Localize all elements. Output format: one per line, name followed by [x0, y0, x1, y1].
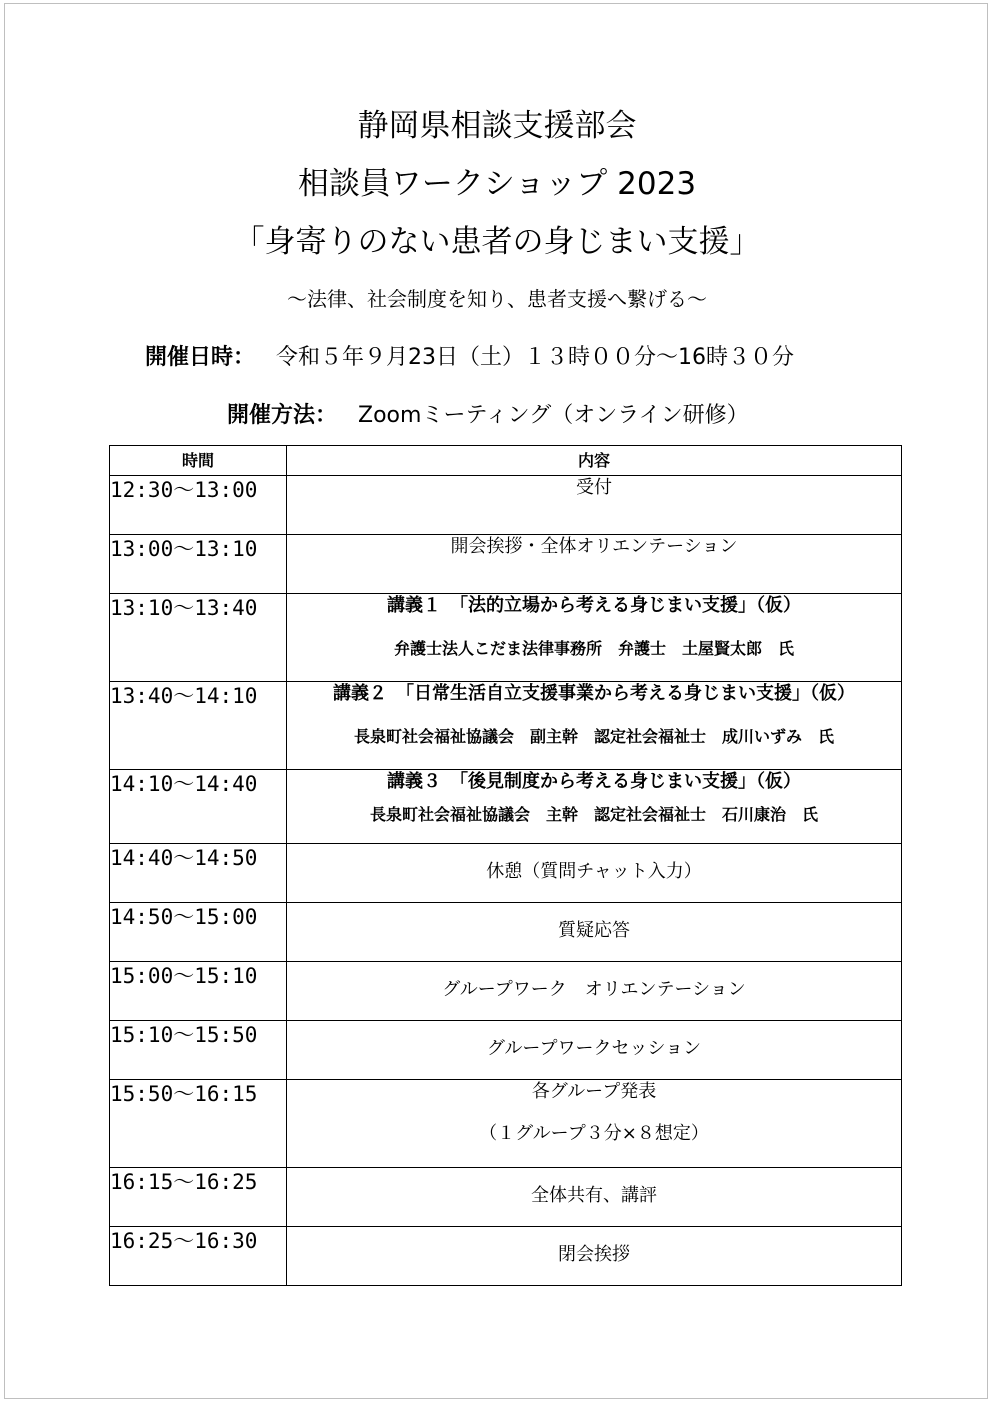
method-value: Zoomミーティング（オンライン研修）	[358, 403, 749, 428]
table-row	[110, 1168, 902, 1227]
date-info	[145, 342, 794, 374]
row-time: 15:00～15:10	[110, 962, 287, 1021]
row-time: 12:30～13:00	[110, 476, 287, 535]
row-time: 13:00～13:10	[110, 535, 287, 594]
content-line: 休憩（質問チャット入力）	[486, 861, 702, 882]
row-content	[287, 1021, 902, 1080]
content-line: グループワークセッション	[486, 1038, 702, 1059]
row-content	[287, 1168, 902, 1227]
lecture-title: 講義１ 「法的立場から考える身じまい支援」（仮）	[387, 595, 801, 616]
table-row	[110, 1227, 902, 1286]
row-content	[287, 1080, 902, 1168]
content-line: 開会挨拶・全体オリエンテーション	[450, 536, 738, 557]
title-line-1: 静岡県相談支援部会	[357, 108, 637, 144]
schedule-table	[109, 445, 902, 1286]
method-info	[227, 400, 749, 432]
row-time: 16:25～16:30	[110, 1227, 287, 1286]
table-row	[110, 1021, 902, 1080]
table-row	[110, 1080, 902, 1168]
content-line: 質疑応答	[558, 920, 630, 941]
title-line-2: 相談員ワークショップ 2023	[297, 166, 697, 202]
row-content	[287, 903, 902, 962]
lecture-title: 講義２ 「日常生活自立支援事業から考える身じまい支援」（仮）	[333, 683, 855, 704]
header-time: 時間	[110, 446, 287, 476]
row-time: 13:40～14:10	[110, 682, 287, 770]
table-row	[110, 903, 902, 962]
row-time: 14:50～15:00	[110, 903, 287, 962]
row-time: 15:50～16:15	[110, 1080, 287, 1168]
table-header-row	[110, 446, 902, 476]
lecture-title: 講義３ 「後見制度から考える身じまい支援」（仮）	[387, 771, 801, 792]
header-content: 内容	[287, 446, 902, 476]
row-time: 14:40～14:50	[110, 844, 287, 903]
content-sub-line: （１グループ３分×８想定）	[479, 1123, 709, 1144]
subtitle: ～法律、社会制度を知り、患者支援へ繋げる～	[287, 287, 707, 311]
method-label: 開催方法：	[227, 403, 338, 428]
content-line: 各グループ発表	[531, 1081, 657, 1102]
row-content	[287, 535, 902, 594]
date-value: 令和５年９月23日（土）１３時００分～16時３０分	[276, 345, 795, 370]
table-row	[110, 682, 902, 770]
lecture-speaker: 長泉町社会福祉協議会 主幹 認定社会福祉士 石川康治 氏	[369, 805, 818, 824]
table-row	[110, 844, 902, 903]
table-row	[110, 962, 902, 1021]
row-content	[287, 844, 902, 903]
row-content	[287, 594, 902, 682]
row-content	[287, 770, 902, 844]
row-content	[287, 476, 902, 535]
row-time: 13:10～13:40	[110, 594, 287, 682]
lecture-speaker: 弁護士法人こだま法律事務所 弁護士 土屋賢太郎 氏	[393, 639, 794, 658]
date-label: 開催日時：	[145, 345, 256, 370]
row-content	[287, 682, 902, 770]
table-row	[110, 594, 902, 682]
content-line: 受付	[576, 477, 612, 498]
content-line: 全体共有、講評	[531, 1185, 657, 1206]
table-row	[110, 535, 902, 594]
row-time: 16:15～16:25	[110, 1168, 287, 1227]
content-line: グループワーク オリエンテーション	[442, 979, 746, 1000]
row-time: 14:10～14:40	[110, 770, 287, 844]
title-line-3: 「身寄りのない患者の身じまい支援」	[233, 224, 761, 260]
row-content	[287, 962, 902, 1021]
content-line: 閉会挨拶	[558, 1244, 630, 1265]
row-time: 15:10～15:50	[110, 1021, 287, 1080]
table-row	[110, 770, 902, 844]
lecture-speaker: 長泉町社会福祉協議会 副主幹 認定社会福祉士 成川いずみ 氏	[353, 727, 834, 746]
row-content	[287, 1227, 902, 1286]
table-row	[110, 476, 902, 535]
